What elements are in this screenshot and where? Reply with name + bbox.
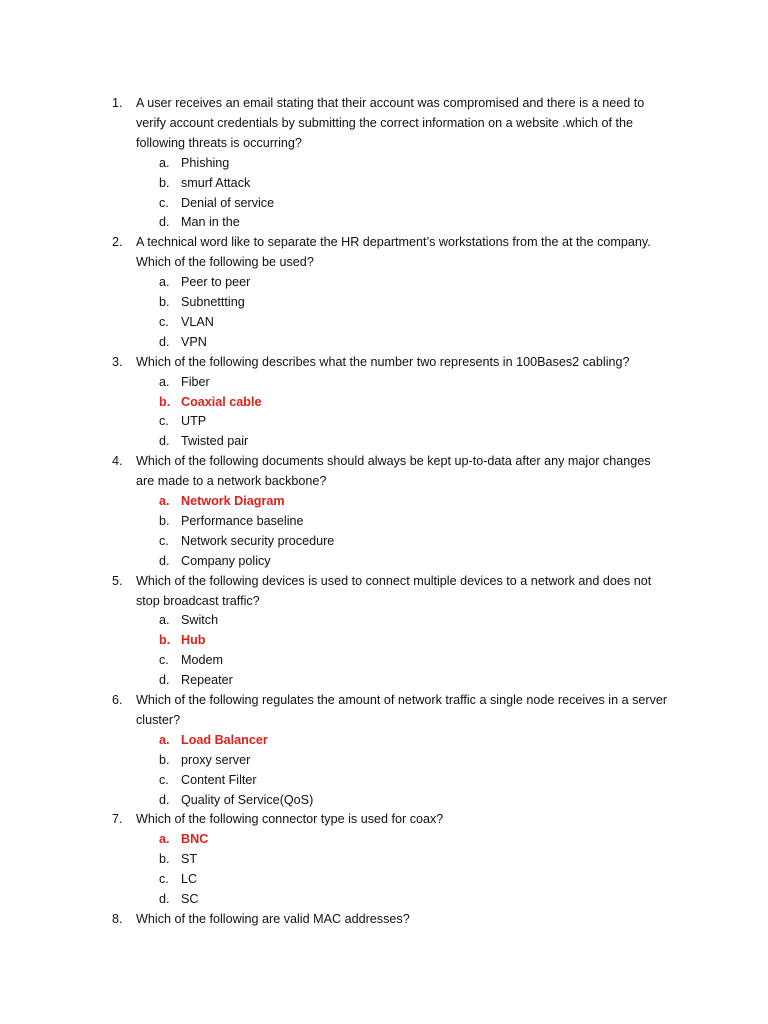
option-text: Modem <box>181 653 223 668</box>
question-text: verify account credentials by submitting the correct information on a website .which of the <box>136 115 633 130</box>
option-text: Peer to peer <box>181 275 251 290</box>
option-text: Performance baseline <box>181 513 304 528</box>
option-letter: d. <box>159 792 170 807</box>
option-letter: b. <box>159 752 170 767</box>
option-text: Twisted pair <box>181 434 249 449</box>
option-text: Fiber <box>181 374 210 389</box>
option-letter: c. <box>159 872 169 887</box>
option-letter: c. <box>159 653 169 668</box>
question-text: Which of the following describes what the number two represents in 100Bases2 cabling? <box>136 354 630 369</box>
question-number: 5. <box>112 573 123 588</box>
question-number: 8. <box>112 911 123 926</box>
option-letter: b. <box>159 295 170 309</box>
option-letter: a. <box>159 613 170 628</box>
question-number: 3. <box>112 354 123 369</box>
option-text: Network security procedure <box>181 533 335 548</box>
option-text: Subnettting <box>181 295 245 309</box>
option-letter: d. <box>159 553 170 568</box>
question-text: A technical word like to separate the HR department’s workstations from the at the company. <box>136 235 651 250</box>
option-letter: b. <box>159 394 171 409</box>
option-text: Man in the <box>181 215 240 230</box>
option-text: Switch <box>181 613 219 628</box>
question-number: 1. <box>112 96 123 110</box>
option-text: Content Filter <box>181 772 257 787</box>
question-number: 2. <box>112 235 123 250</box>
option-text: Network Diagram <box>181 494 285 508</box>
option-letter: b. <box>159 175 170 190</box>
option-text: Company policy <box>181 553 271 568</box>
option-letter: c. <box>159 314 169 329</box>
option-text: BNC <box>181 832 209 847</box>
option-text: LC <box>181 872 198 887</box>
question-number: 7. <box>112 812 123 827</box>
question-number: 6. <box>112 693 123 707</box>
question-text: Which of the following connector type is used for coax? <box>136 812 444 827</box>
option-text: Repeater <box>181 673 233 688</box>
option-letter: d. <box>159 673 170 688</box>
option-letter: c. <box>159 772 169 787</box>
option-letter: a. <box>159 494 170 508</box>
option-text: smurf Attack <box>181 175 251 190</box>
option-letter: c. <box>159 414 169 429</box>
option-text: Hub <box>181 633 206 648</box>
option-text: VPN <box>181 334 207 349</box>
option-text: UTP <box>181 414 207 429</box>
option-letter: d. <box>159 892 170 906</box>
option-letter: a. <box>159 732 170 747</box>
option-text: Coaxial cable <box>181 394 262 409</box>
question-text: Which of the following be used? <box>136 255 314 270</box>
question-text: Which of the following documents should always be kept up-to-data after any major changes <box>136 454 651 469</box>
option-text: proxy server <box>181 752 251 767</box>
option-letter: d. <box>159 434 170 449</box>
option-text: VLAN <box>181 314 214 329</box>
option-letter: c. <box>159 533 169 548</box>
question-text: A user receives an email stating that their account was compromised and there is a need to <box>136 96 645 110</box>
question-text: cluster? <box>136 712 181 727</box>
option-letter: c. <box>159 195 169 210</box>
option-text: Load Balancer <box>181 732 268 747</box>
option-letter: a. <box>159 832 170 847</box>
option-letter: d. <box>159 334 170 349</box>
question-text: Which of the following devices is used to connect multiple devices to a network and does not <box>136 573 652 588</box>
option-text: ST <box>181 852 198 867</box>
option-letter: d. <box>159 215 170 230</box>
question-text: Which of the following regulates the amount of network traffic a single node receives in a server <box>136 693 668 707</box>
option-letter: b. <box>159 852 170 867</box>
question-text: Which of the following are valid MAC addresses? <box>136 911 410 926</box>
question-text: are made to a network backbone? <box>136 474 327 489</box>
question-text: following threats is occurring? <box>136 135 302 150</box>
option-text: Quality of Service(QoS) <box>181 792 314 807</box>
option-letter: a. <box>159 155 170 170</box>
option-letter: b. <box>159 633 171 648</box>
option-letter: b. <box>159 513 170 528</box>
option-text: SC <box>181 892 199 906</box>
option-text: Denial of service <box>181 195 275 210</box>
option-text: Phishing <box>181 155 230 170</box>
question-number: 4. <box>112 454 123 469</box>
question-text: stop broadcast traffic? <box>136 593 260 608</box>
option-letter: a. <box>159 275 170 290</box>
option-letter: a. <box>159 374 170 389</box>
